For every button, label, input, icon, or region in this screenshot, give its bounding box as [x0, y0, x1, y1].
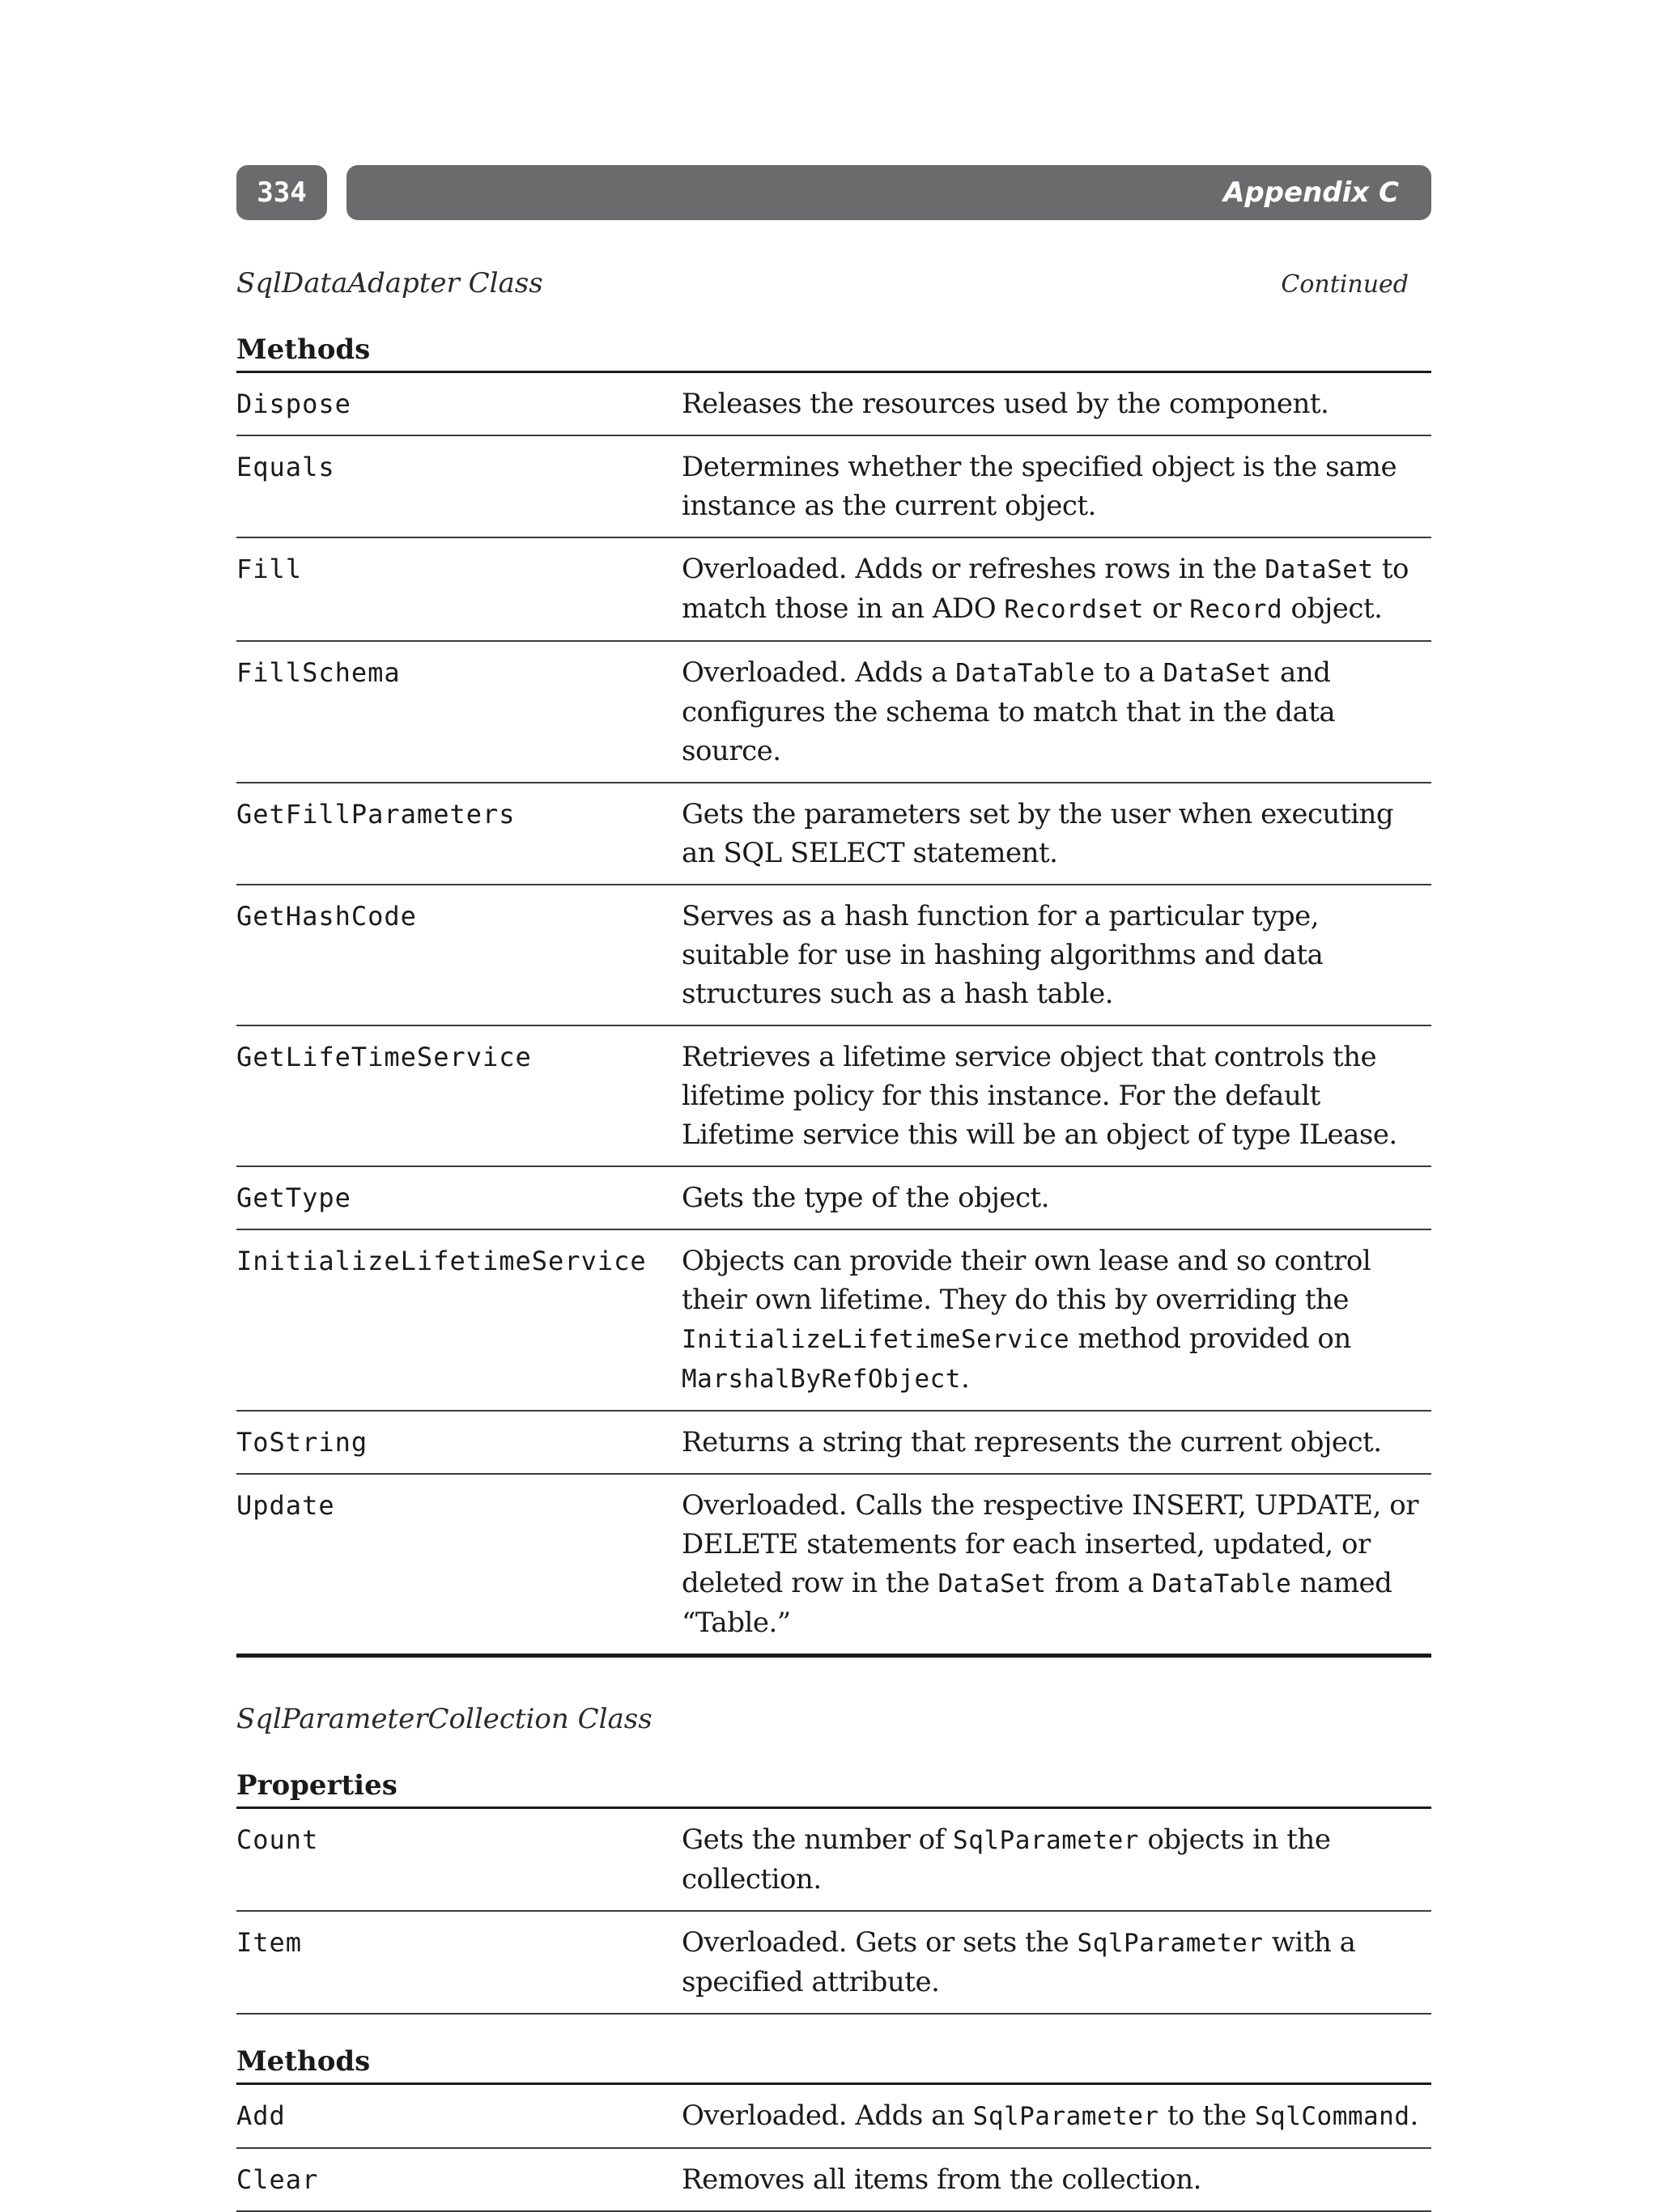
inline-code: Record — [1189, 595, 1283, 624]
member-description — [682, 1911, 1431, 2014]
description-text: Gets the number of — [682, 1824, 954, 1856]
page-content — [236, 267, 1431, 2212]
member-row — [236, 1166, 1431, 1229]
inline-code: Recordset — [1004, 595, 1144, 624]
member-row — [236, 885, 1431, 1025]
description-text: Overloaded. Adds an — [682, 2099, 973, 2132]
inline-code: DataSet — [1163, 659, 1272, 688]
member-row — [236, 2085, 1431, 2148]
member-row — [236, 537, 1431, 641]
inline-code: SqlParameter — [953, 1826, 1140, 1855]
inline-code: SqlParameter — [972, 2102, 1159, 2131]
inline-code: DataTable — [955, 659, 1095, 688]
member-description: Serves as a hash function for a particular type, suitable for use in hashing algorithms and data structures such as a hash table. — [682, 885, 1431, 1025]
member-row — [236, 373, 1431, 435]
collection-properties-table — [236, 1809, 1431, 2015]
section-title-methods: Methods — [236, 2045, 1431, 2085]
member-row — [236, 1911, 1431, 2014]
member-name: FillSchema — [236, 641, 682, 783]
member-row — [236, 641, 1431, 783]
description-text: with a specified attribute. — [682, 1926, 1356, 1998]
inline-code: DataTable — [1151, 1569, 1292, 1598]
member-name: ToString — [236, 1411, 682, 1474]
member-row — [236, 1411, 1431, 1474]
description-text: . — [1409, 2099, 1418, 2132]
description-text: Objects can provide their own lease and so control their own lifetime. They do this by overriding the — [682, 1245, 1371, 1316]
member-description: Returns a string that represents the current object. — [682, 1411, 1431, 1474]
page-number: 334 — [236, 165, 327, 220]
inline-code: DataSet — [937, 1569, 1047, 1598]
member-row — [236, 435, 1431, 537]
chapter-header-bar — [346, 165, 1431, 220]
description-text: from a — [1046, 1567, 1152, 1599]
member-name: GetHashCode — [236, 885, 682, 1025]
member-row — [236, 1025, 1431, 1166]
member-name: InitializeLifetimeService — [236, 1229, 682, 1411]
member-row — [236, 783, 1431, 885]
description-text: Overloaded. Calls the respective INSERT, UPDATE, or DELETE statements for each inserted, updated, or deleted row in the — [682, 1489, 1418, 1599]
member-row — [236, 1474, 1431, 1656]
member-description: Gets the type of the object. — [682, 1166, 1431, 1229]
description-text: named “Table.” — [682, 1567, 1392, 1639]
member-description — [682, 1229, 1431, 1411]
member-name: Update — [236, 1474, 682, 1656]
class-title: SqlDataAdapter Class — [236, 267, 543, 299]
description-text: to a — [1095, 656, 1163, 689]
collection-methods-table — [236, 2085, 1431, 2212]
continued-label: Continued — [1281, 270, 1409, 299]
inline-code: SqlParameter — [1077, 1929, 1264, 1958]
member-name: GetType — [236, 1166, 682, 1229]
member-name: Add — [236, 2085, 682, 2148]
member-row — [236, 1229, 1431, 1411]
inline-code: MarshalByRefObject — [682, 1365, 961, 1394]
description-text: Overloaded. Adds or refreshes rows in the — [682, 553, 1265, 585]
description-text: Overloaded. Gets or sets the — [682, 1926, 1078, 1959]
member-name: GetFillParameters — [236, 783, 682, 885]
inline-code: SqlCommand — [1254, 2102, 1410, 2131]
member-description: Determines whether the specified object is the same instance as the current object. — [682, 435, 1431, 537]
description-text: . — [960, 1362, 970, 1395]
description-text: to the — [1158, 2099, 1255, 2132]
member-name: Count — [236, 1809, 682, 1911]
class-title: SqlParameterCollection Class — [236, 1703, 653, 1735]
description-text: to match those in an ADO — [682, 553, 1409, 625]
member-description — [682, 1809, 1431, 1911]
member-name: Fill — [236, 537, 682, 641]
member-name: Equals — [236, 435, 682, 537]
member-name: GetLifeTimeService — [236, 1025, 682, 1166]
inline-code: DataSet — [1265, 555, 1374, 584]
inline-code: InitializeLifetimeService — [682, 1325, 1070, 1354]
member-description: Gets the parameters set by the user when executing an SQL SELECT statement. — [682, 783, 1431, 885]
description-text: or — [1143, 592, 1190, 625]
member-description — [682, 641, 1431, 783]
member-description: Removes all items from the collection. — [682, 2148, 1431, 2211]
member-name: Clear — [236, 2148, 682, 2211]
adapter-methods-table — [236, 373, 1431, 1658]
member-description — [682, 537, 1431, 641]
description-text: objects in the collection. — [682, 1824, 1331, 1896]
member-description: Releases the resources used by the component. — [682, 373, 1431, 435]
member-description: Retrieves a lifetime service object that controls the lifetime policy for this instance. For the default Lifetime service this will be an object of type ILease. — [682, 1025, 1431, 1166]
member-name: Dispose — [236, 373, 682, 435]
section-title-methods: Methods — [236, 333, 1431, 373]
member-description — [682, 1474, 1431, 1656]
description-text: object. — [1282, 592, 1383, 625]
class-heading-sqlparametercollection — [236, 1703, 1431, 1748]
member-name: Item — [236, 1911, 682, 2014]
section-title-properties: Properties — [236, 1769, 1431, 1809]
member-row — [236, 2148, 1431, 2211]
chapter-title: Appendix C — [1223, 176, 1399, 209]
class-heading-sqldataadapter — [236, 267, 1431, 312]
description-text: method provided on — [1069, 1323, 1351, 1355]
member-description — [682, 2085, 1431, 2148]
description-text: and configures the schema to match that in the data source. — [682, 656, 1336, 767]
member-row — [236, 1809, 1431, 1911]
description-text: Overloaded. Adds a — [682, 656, 956, 689]
